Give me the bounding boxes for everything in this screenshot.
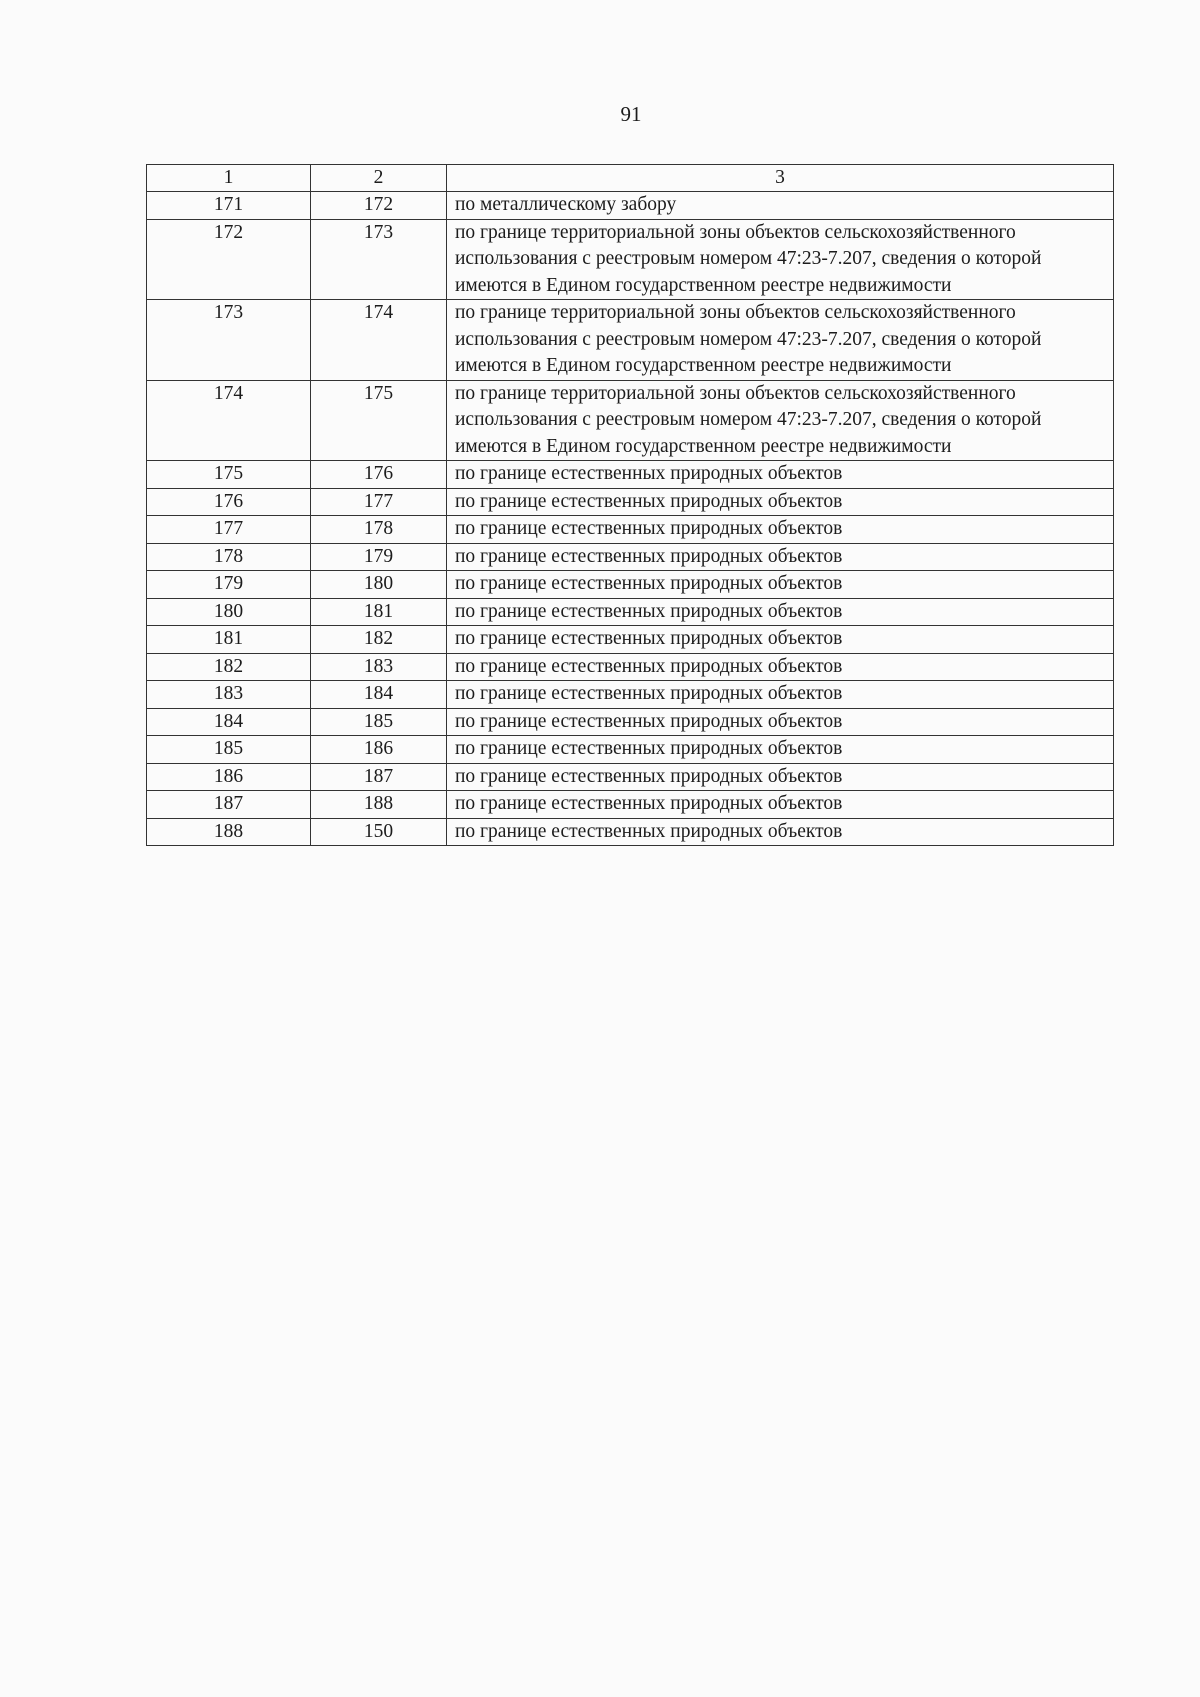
point-to-cell: 150 — [311, 818, 447, 846]
boundary-description-cell: по границе естественных природных объектов — [447, 708, 1114, 736]
boundary-description-cell: по границе естественных природных объектов — [447, 516, 1114, 544]
point-to-cell: 173 — [311, 219, 447, 300]
boundary-description-cell: по границе естественных природных объектов — [447, 543, 1114, 571]
point-to-cell: 176 — [311, 461, 447, 489]
table-row — [147, 708, 1114, 736]
boundary-table-container — [146, 164, 1114, 846]
point-to-cell: 183 — [311, 653, 447, 681]
point-from-cell: 186 — [147, 763, 311, 791]
point-from-cell: 185 — [147, 736, 311, 764]
column-header-2: 2 — [311, 165, 447, 192]
boundary-description-cell: по границе естественных природных объектов — [447, 791, 1114, 819]
boundary-table — [146, 164, 1114, 846]
table-row — [147, 598, 1114, 626]
point-from-cell: 175 — [147, 461, 311, 489]
point-to-cell: 178 — [311, 516, 447, 544]
boundary-description-cell: по границе естественных природных объектов — [447, 598, 1114, 626]
table-row — [147, 461, 1114, 489]
point-from-cell: 184 — [147, 708, 311, 736]
boundary-description-cell: по границе территориальной зоны объектов сельскохозяйственного использования с реестровым номером 47:23-7.207, сведения о которой имеются в Едином государственном реестре недвижимости — [447, 380, 1114, 461]
boundary-description-cell: по металлическому забору — [447, 192, 1114, 220]
boundary-description-cell: по границе территориальной зоны объектов сельскохозяйственного использования с реестровым номером 47:23-7.207, сведения о которой имеются в Едином государственном реестре недвижимости — [447, 219, 1114, 300]
table-row — [147, 543, 1114, 571]
point-from-cell: 178 — [147, 543, 311, 571]
table-row — [147, 571, 1114, 599]
point-from-cell: 188 — [147, 818, 311, 846]
point-from-cell: 177 — [147, 516, 311, 544]
point-to-cell: 188 — [311, 791, 447, 819]
table-row — [147, 791, 1114, 819]
point-to-cell: 179 — [311, 543, 447, 571]
table-row — [147, 300, 1114, 381]
point-from-cell: 176 — [147, 488, 311, 516]
point-from-cell: 183 — [147, 681, 311, 709]
boundary-description-cell: по границе естественных природных объектов — [447, 461, 1114, 489]
boundary-description-cell: по границе естественных природных объектов — [447, 818, 1114, 846]
table-row — [147, 192, 1114, 220]
boundary-description-cell: по границе естественных природных объектов — [447, 681, 1114, 709]
point-to-cell: 184 — [311, 681, 447, 709]
point-from-cell: 180 — [147, 598, 311, 626]
boundary-description-cell: по границе естественных природных объектов — [447, 626, 1114, 654]
table-body — [147, 192, 1114, 846]
table-row — [147, 219, 1114, 300]
table-row — [147, 736, 1114, 764]
point-to-cell: 177 — [311, 488, 447, 516]
header-row — [147, 165, 1114, 192]
point-to-cell: 172 — [311, 192, 447, 220]
table-row — [147, 681, 1114, 709]
point-from-cell: 181 — [147, 626, 311, 654]
boundary-description-cell: по границе естественных природных объектов — [447, 763, 1114, 791]
table-row — [147, 626, 1114, 654]
point-to-cell: 187 — [311, 763, 447, 791]
point-to-cell: 182 — [311, 626, 447, 654]
table-row — [147, 818, 1114, 846]
boundary-description-cell: по границе естественных природных объектов — [447, 488, 1114, 516]
point-from-cell: 171 — [147, 192, 311, 220]
point-to-cell: 181 — [311, 598, 447, 626]
table-header — [147, 165, 1114, 192]
table-row — [147, 516, 1114, 544]
point-from-cell: 174 — [147, 380, 311, 461]
point-from-cell: 172 — [147, 219, 311, 300]
point-from-cell: 182 — [147, 653, 311, 681]
point-to-cell: 174 — [311, 300, 447, 381]
point-from-cell: 173 — [147, 300, 311, 381]
column-header-3: 3 — [447, 165, 1114, 192]
point-to-cell: 186 — [311, 736, 447, 764]
page-number: 91 — [620, 102, 642, 126]
point-to-cell: 175 — [311, 380, 447, 461]
table-row — [147, 763, 1114, 791]
point-from-cell: 179 — [147, 571, 311, 599]
boundary-description-cell: по границе естественных природных объектов — [447, 571, 1114, 599]
boundary-description-cell: по границе территориальной зоны объектов сельскохозяйственного использования с реестровым номером 47:23-7.207, сведения о которой имеются в Едином государственном реестре недвижимости — [447, 300, 1114, 381]
boundary-description-cell: по границе естественных природных объектов — [447, 736, 1114, 764]
point-to-cell: 185 — [311, 708, 447, 736]
column-header-1: 1 — [147, 165, 311, 192]
table-row — [147, 488, 1114, 516]
point-from-cell: 187 — [147, 791, 311, 819]
table-row — [147, 653, 1114, 681]
point-to-cell: 180 — [311, 571, 447, 599]
table-row — [147, 380, 1114, 461]
boundary-description-cell: по границе естественных природных объектов — [447, 653, 1114, 681]
